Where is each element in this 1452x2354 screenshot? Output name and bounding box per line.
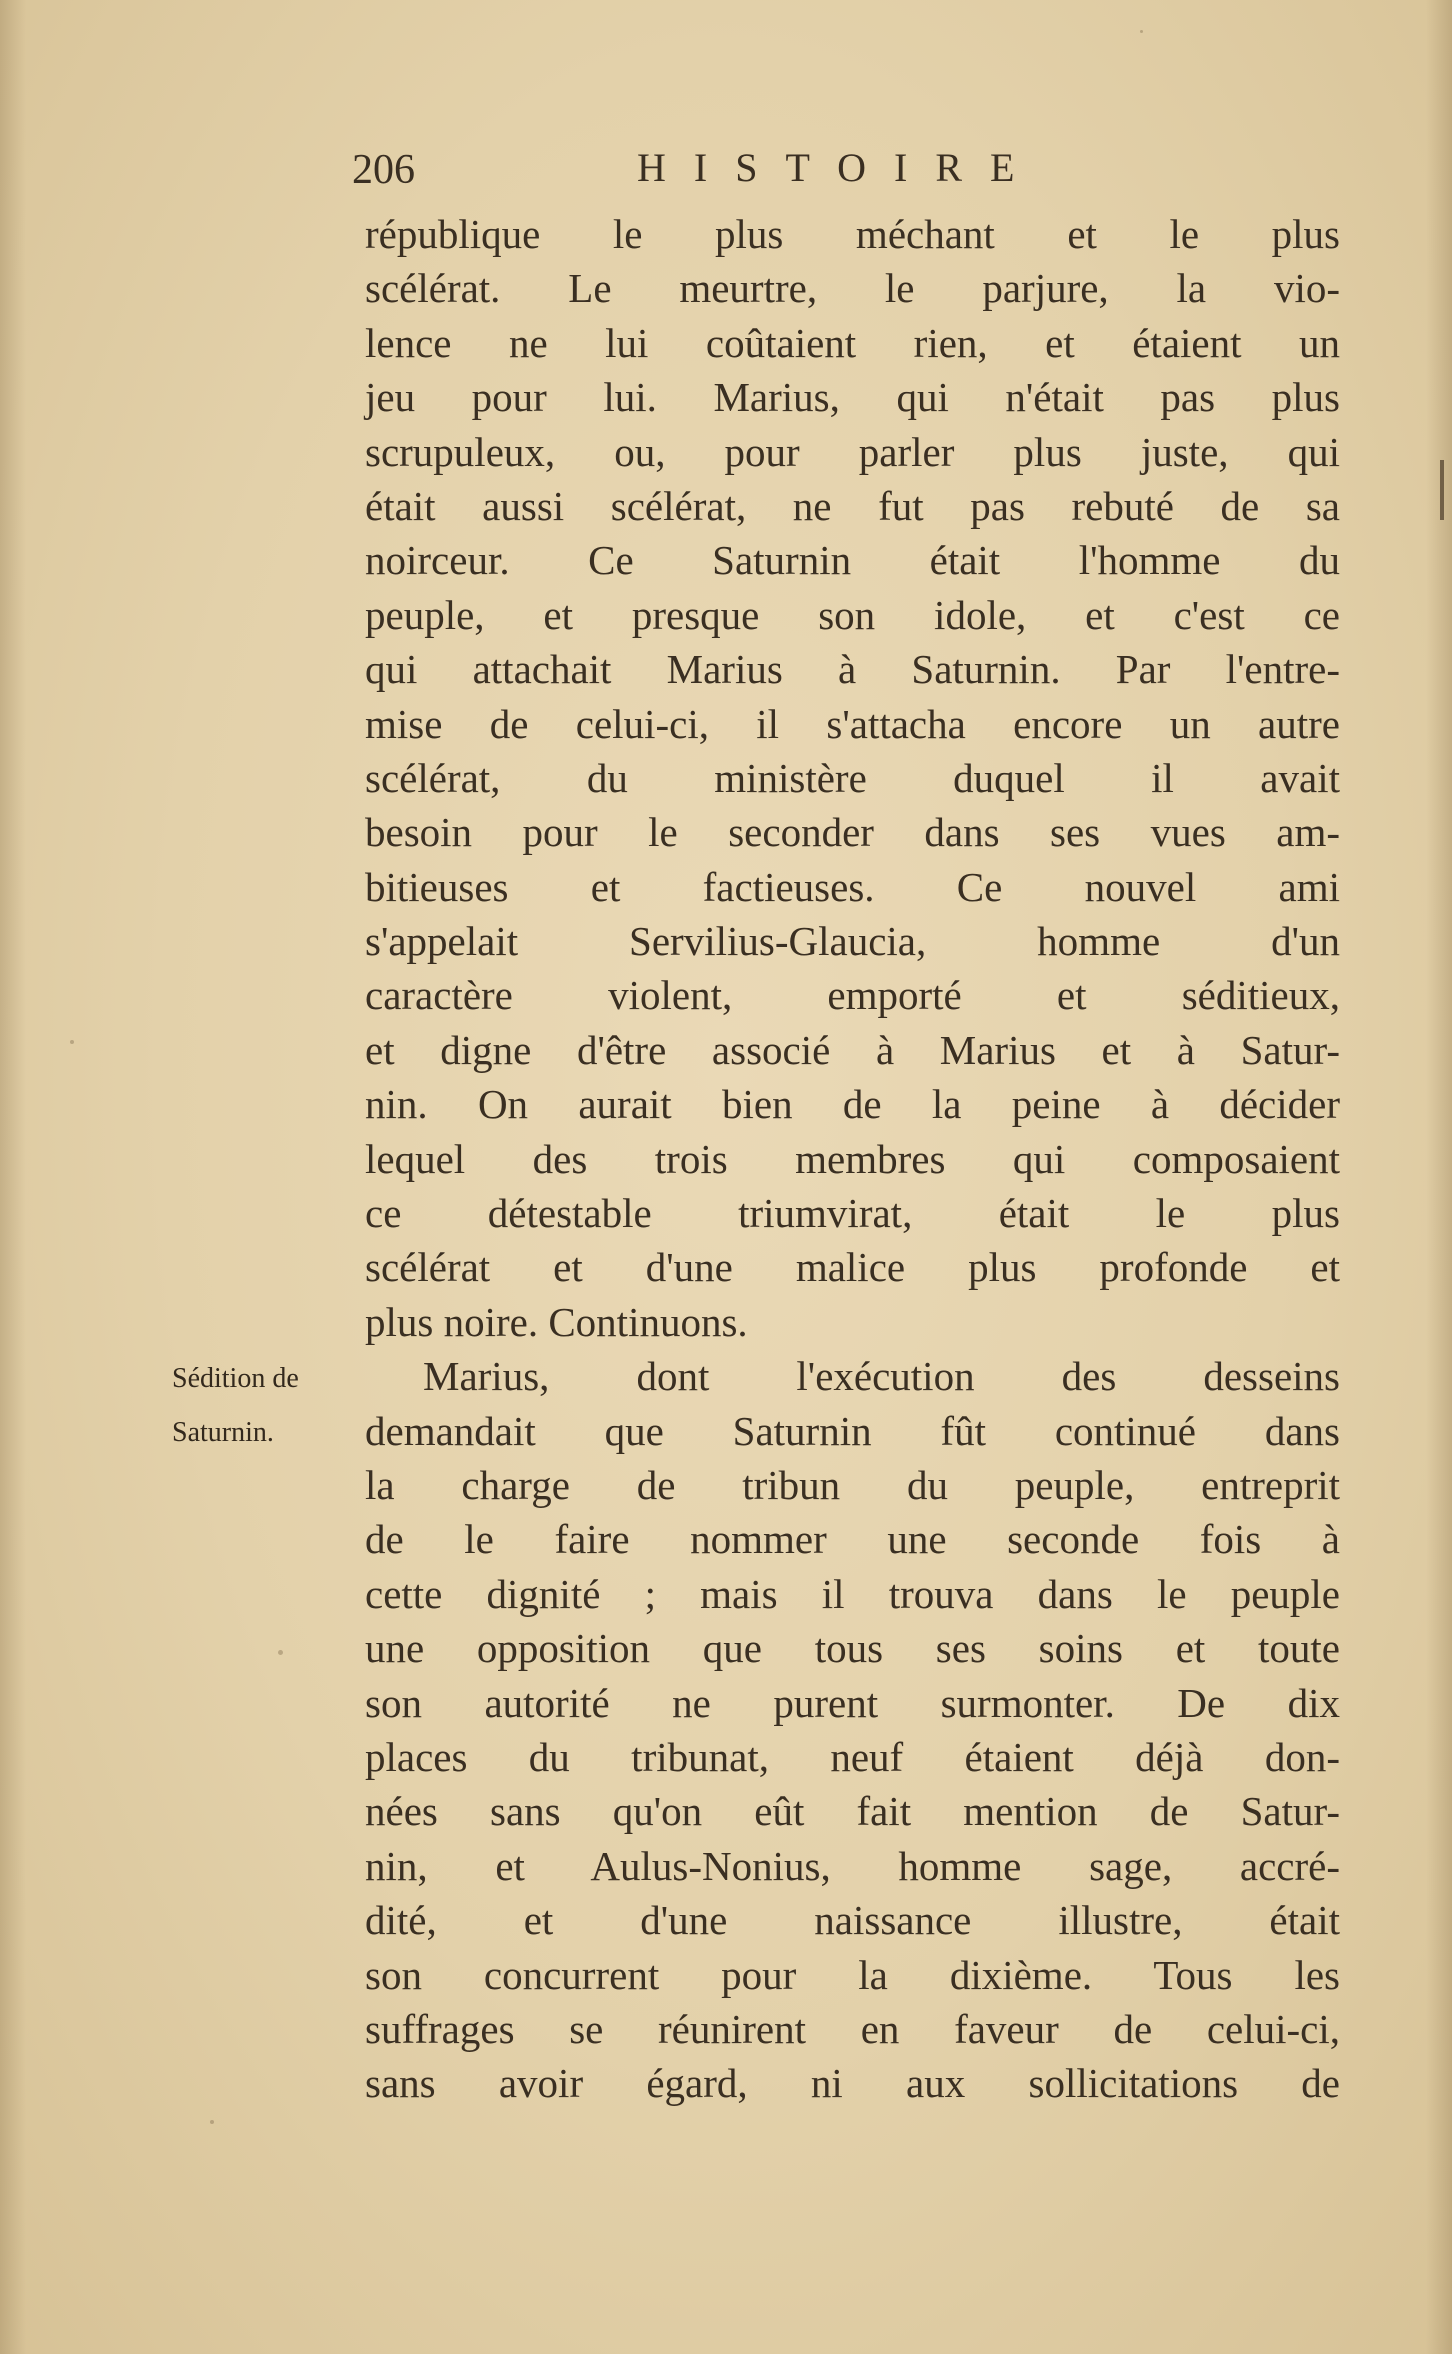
page-number: 206 bbox=[352, 147, 415, 193]
paper-speck bbox=[70, 1040, 74, 1044]
text-line: besoin pour le seconder dans ses vues am- bbox=[365, 809, 1340, 856]
text-line: scélérat, du ministère duquel il avait bbox=[365, 754, 1340, 801]
text-line: lence ne lui coûtaient rien, et étaient un bbox=[365, 319, 1340, 366]
text-line: de le faire nommer une seconde fois à bbox=[365, 1516, 1340, 1563]
text-line: nin, et Aulus-Nonius, homme sage, accré- bbox=[365, 1842, 1340, 1889]
text-line: plus noire. Continuons. bbox=[365, 1298, 748, 1345]
text-line: qui attachait Marius à Saturnin. Par l'entre- bbox=[365, 646, 1340, 693]
text-line: lequel des trois membres qui composaient bbox=[365, 1135, 1340, 1182]
text-line: une opposition que tous ses soins et toute bbox=[365, 1625, 1340, 1672]
text-line: caractère violent, emporté et séditieux, bbox=[365, 972, 1340, 1019]
paper-speck bbox=[1140, 30, 1143, 33]
text-line: places du tribunat, neuf étaient déjà don- bbox=[365, 1733, 1340, 1780]
marginal-note-line: Saturnin. bbox=[172, 1417, 274, 1448]
text-line: mise de celui-ci, il s'attacha encore un autre bbox=[365, 700, 1340, 747]
page-edge-shadow-left bbox=[0, 0, 26, 2354]
text-line: la charge de tribun du peuple, entreprit bbox=[365, 1461, 1340, 1508]
text-line: son autorité ne purent surmonter. De dix bbox=[365, 1679, 1340, 1726]
text-line: était aussi scélérat, ne fut pas rebuté de sa bbox=[365, 482, 1340, 529]
text-line: nées sans qu'on eût fait mention de Satur- bbox=[365, 1788, 1340, 1835]
text-line: dité, et d'une naissance illustre, était bbox=[365, 1897, 1340, 1944]
text-line: scrupuleux, ou, pour parler plus juste, qui bbox=[365, 428, 1340, 475]
text-line: Marius, dont l'exécution des desseins bbox=[423, 1353, 1340, 1400]
text-line: peuple, et presque son idole, et c'est ce bbox=[365, 591, 1340, 638]
page-edge-shadow-right bbox=[1426, 0, 1452, 2354]
marginal-note bbox=[172, 1352, 382, 1460]
text-line: scélérat. Le meurtre, le parjure, la vio- bbox=[365, 265, 1340, 312]
text-line: demandait que Saturnin fût continué dans bbox=[365, 1407, 1340, 1454]
running-head bbox=[352, 140, 1352, 210]
page-edge-mark bbox=[1440, 460, 1444, 520]
text-line: noirceur. Ce Saturnin était l'homme du bbox=[365, 537, 1340, 584]
marginal-note-line: Sédition de bbox=[172, 1363, 299, 1394]
text-line: et digne d'être associé à Marius et à Satur- bbox=[365, 1026, 1340, 1073]
text-line: jeu pour lui. Marius, qui n'était pas plus bbox=[365, 374, 1340, 421]
text-line: nin. On aurait bien de la peine à décider bbox=[365, 1081, 1340, 1128]
paper-speck bbox=[278, 1650, 283, 1655]
text-line: son concurrent pour la dixième. Tous les bbox=[365, 1951, 1340, 1998]
text-line: ce détestable triumvirat, était le plus bbox=[365, 1190, 1340, 1237]
running-title: HISTOIRE bbox=[637, 145, 1043, 190]
text-line: sans avoir égard, ni aux sollicitations de bbox=[365, 2060, 1340, 2107]
text-line: cette dignité ; mais il trouva dans le peuple bbox=[365, 1570, 1340, 1617]
text-line: république le plus méchant et le plus bbox=[365, 211, 1340, 257]
text-line: scélérat et d'une malice plus profonde et bbox=[365, 1244, 1340, 1291]
text-line: s'appelait Servilius-Glaucia, homme d'un bbox=[365, 918, 1340, 965]
paper-speck bbox=[210, 2120, 214, 2124]
text-line: bitieuses et factieuses. Ce nouvel ami bbox=[365, 863, 1340, 910]
body-text bbox=[365, 207, 1340, 2111]
text-line: suffrages se réunirent en faveur de celui-ci, bbox=[365, 2005, 1340, 2052]
